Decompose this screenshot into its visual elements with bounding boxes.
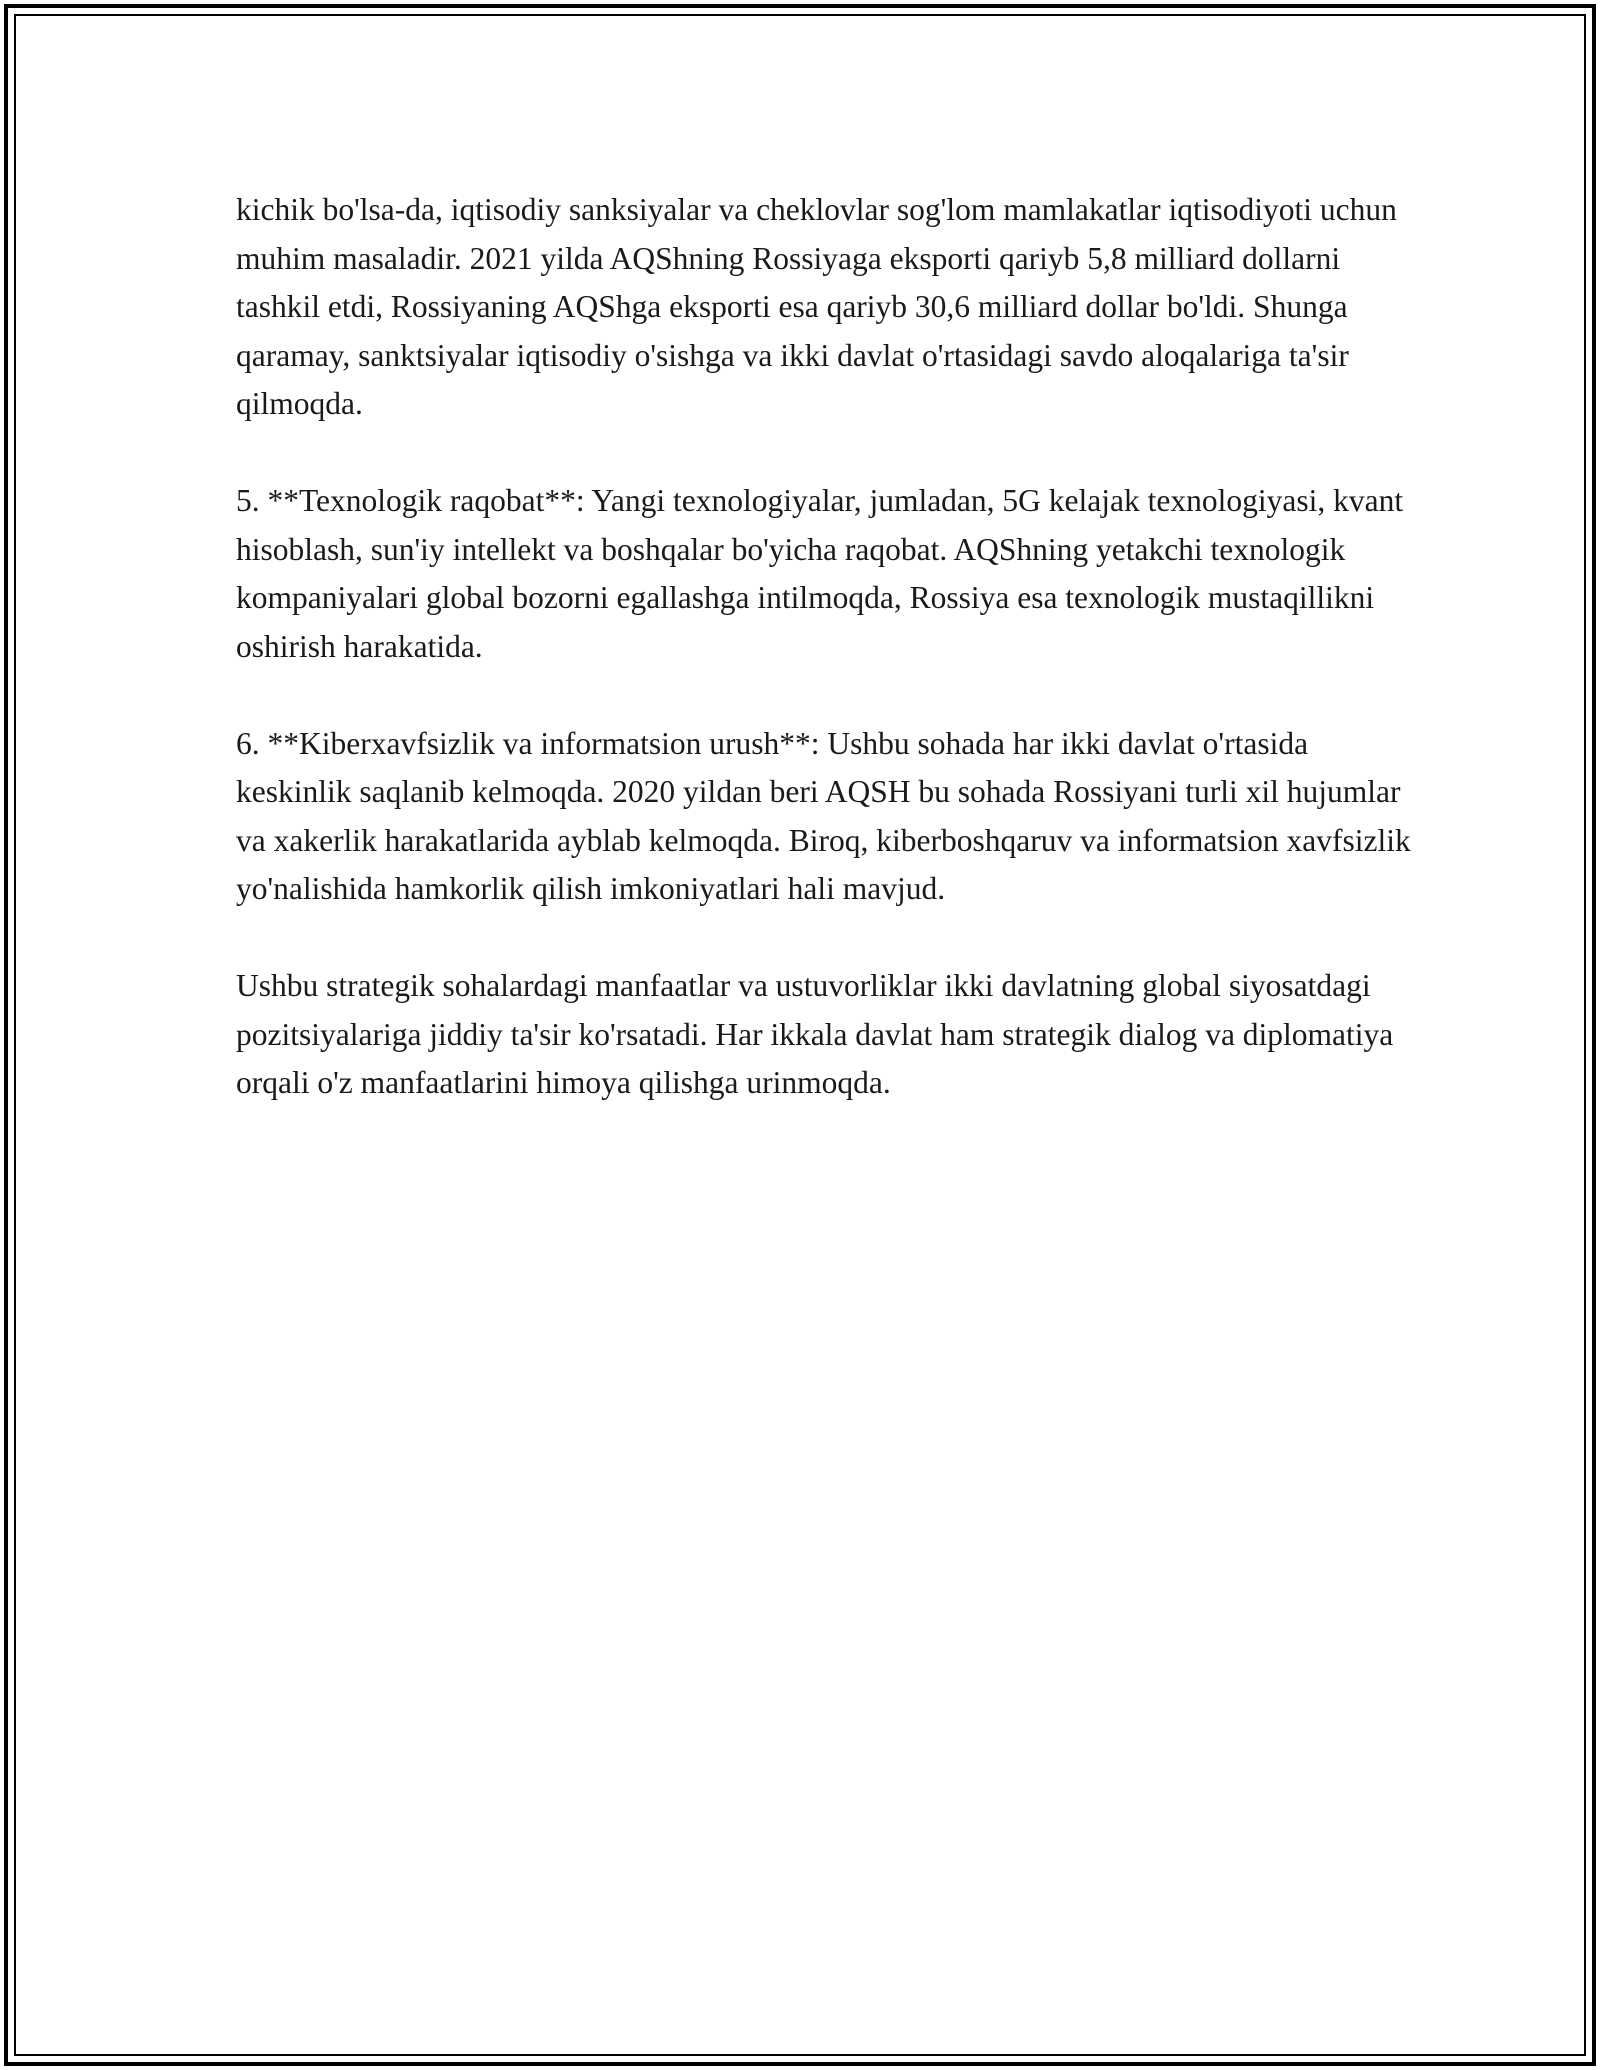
paragraph-technology-competition: 5. **Texnologik raqobat**: Yangi texnologiyalar, jumladan, 5G kelajak texnologiyasi, kvant hisoblash, sun'iy intellekt va boshqalar bo'yicha raqobat. AQShning yetakchi texnologik kompaniyalari global bozorni egallashga intilmoqda, Rossiya esa texnologik mustaqillikni oshirish harakatida. <box>236 483 1404 664</box>
paragraph-conclusion: Ushbu strategik sohalardagi manfaatlar va ustuvorliklar ikki davlatning global siyosatdagi pozitsiyalariga jiddiy ta'sir ko'rsatadi. Har ikkala davlat ham strategik dialog va diplomatiya orqali o'z manfaatlarini himoya qilishga urinmoqda. <box>236 968 1394 1100</box>
document-body <box>236 186 1416 1156</box>
paragraph-cybersecurity: 6. **Kiberxavfsizlik va informatsion urush**: Ushbu sohada har ikki davlat o'rtasida keskinlik saqlanib kelmoqda. 2020 yildan beri AQSH bu sohada Rossiyani turli xil hujumlar va xakerlik harakatlarida ayblab kelmoqda. Biroq, kiberboshqaruv va informatsion xavfsizlik yo'nalishida hamkorlik qilish imkoniyatlari hali mavjud. <box>236 725 1411 906</box>
paragraph-sanctions: kichik bo'lsa-da, iqtisodiy sanksiyalar va cheklovlar sog'lom mamlakatlar iqtisodiyoti uchun muhim masaladir. 2021 yilda AQShning Rossiyaga eksporti qariyb 5,8 milliard dollarni tashkil etdi, Rossiyaning AQShga eksporti esa qariyb 30,6 milliard dollar bo'ldi. Shunga qaramay, sanktsiyalar iqtisodiy o'sishga va ikki davlat o'rtasidagi savdo aloqalariga ta'sir qilmoqda. <box>236 192 1397 421</box>
